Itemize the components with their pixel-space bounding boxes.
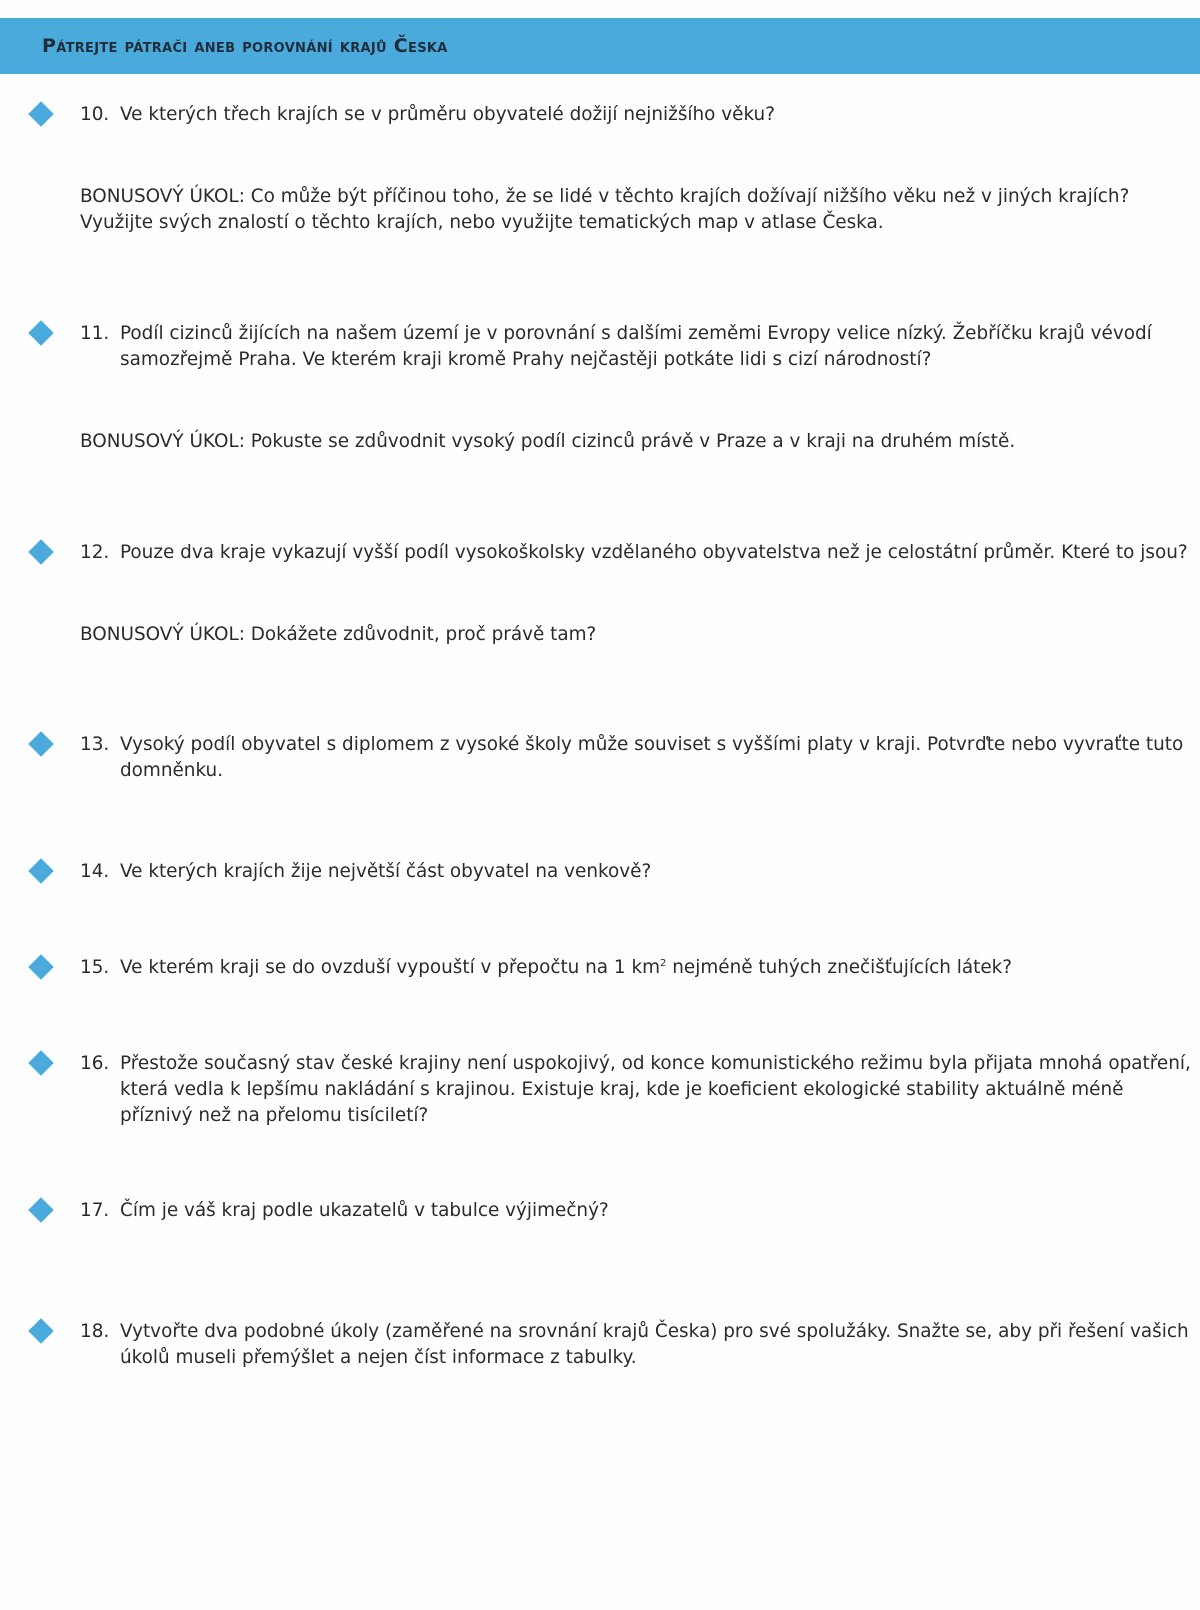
- question-number: 18.: [80, 1321, 110, 1342]
- question-number: 11.: [80, 323, 110, 344]
- question-text: Ve kterých krajích žije největší část obyvatel na venkově?: [120, 861, 652, 882]
- bonus-task-10: [80, 184, 1180, 236]
- question-text: nejméně tuhých znečišťujících látek?: [666, 957, 1013, 978]
- bullet-diamond-icon: [28, 1050, 53, 1075]
- bullet-diamond-icon: [28, 320, 53, 345]
- question-number: 17.: [80, 1200, 110, 1221]
- bullet-diamond-icon: [28, 101, 53, 126]
- bonus-text: BONUSOVÝ ÚKOL: Dokážete zdůvodnit, proč právě tam?: [80, 624, 597, 645]
- question-13: [80, 732, 1184, 784]
- question-number: 16.: [80, 1053, 110, 1074]
- bonus-text: BONUSOVÝ ÚKOL: Pokuste se zdůvodnit vysoký podíl cizinců právě v Praze a v kraji na druhém místě.: [80, 431, 1016, 452]
- superscript: 2: [660, 958, 667, 969]
- bonus-task-12: [80, 622, 1180, 648]
- question-15: [80, 955, 1180, 981]
- bullet-diamond-icon: [28, 1197, 53, 1222]
- question-number: 12.: [80, 542, 110, 563]
- question-text: úkolů museli přemýšlet a nejen číst informace z tabulky.: [120, 1347, 637, 1368]
- question-text: Vysoký podíl obyvatel s diplomem z vysoké školy může souviset s vyššími platy v kraji. Potvrďte nebo vyvraťte tuto: [120, 734, 1184, 755]
- question-14: [80, 859, 1180, 885]
- bonus-text: Využijte svých znalostí o těchto krajích, nebo využijte tematických map v atlase Česka.: [80, 212, 884, 233]
- bonus-text: BONUSOVÝ ÚKOL: Co může být příčinou toho, že se lidé v těchto krajích dožívají nižšího věku než v jiných krajích?: [80, 186, 1130, 207]
- question-text: Vytvořte dva podobné úkoly (zaměřené na srovnání krajů Česka) pro své spolužáky. Snažte se, aby při řešení vašich: [120, 1321, 1189, 1342]
- question-text: samozřejmě Praha. Ve kterém kraji kromě Prahy nejčastěji potkáte lidi s cizí národností?: [120, 349, 932, 370]
- question-18: [80, 1319, 1189, 1371]
- question-10: [80, 102, 1180, 128]
- bullet-diamond-icon: [28, 539, 53, 564]
- page-title: Pátrejte pátrači aneb porovnání krajů Česka: [42, 35, 448, 57]
- question-text: příznivý než na přelomu tisíciletí?: [120, 1105, 429, 1126]
- page-header: [0, 18, 1200, 74]
- question-12: [80, 540, 1188, 566]
- question-text: Pouze dva kraje vykazují vyšší podíl vysokoškolsky vzdělaného obyvatelstva než je celostátní průměr. Které to jsou?: [120, 542, 1188, 563]
- question-16: [80, 1051, 1191, 1129]
- question-number: 14.: [80, 861, 110, 882]
- question-text: domněnku.: [120, 760, 224, 781]
- question-text: Ve kterém kraji se do ovzduší vypouští v přepočtu na 1 km: [120, 957, 661, 978]
- question-number: 13.: [80, 734, 110, 755]
- bullet-diamond-icon: [28, 1318, 53, 1343]
- question-text: Čím je váš kraj podle ukazatelů v tabulce výjimečný?: [120, 1200, 609, 1221]
- bullet-diamond-icon: [28, 858, 53, 883]
- question-number: 10.: [80, 104, 110, 125]
- bullet-diamond-icon: [28, 731, 53, 756]
- question-17: [80, 1198, 1180, 1224]
- bullet-diamond-icon: [28, 954, 53, 979]
- question-text: která vedla k lepšímu nakládání s krajinou. Existuje kraj, kde je koeficient ekologické stability aktuálně méně: [120, 1079, 1124, 1100]
- question-11: [80, 321, 1180, 373]
- question-text: Podíl cizinců žijících na našem území je v porovnání s dalšími zeměmi Evropy velice nízký. Žebříčku krajů vévodí: [120, 323, 1152, 344]
- question-number: 15.: [80, 957, 110, 978]
- question-text: Ve kterých třech krajích se v průměru obyvatelé dožijí nejnižšího věku?: [120, 104, 775, 125]
- question-text: Přestože současný stav české krajiny není uspokojivý, od konce komunistického režimu byla přijata mnohá opatření,: [120, 1053, 1191, 1074]
- bonus-task-11: [80, 429, 1180, 455]
